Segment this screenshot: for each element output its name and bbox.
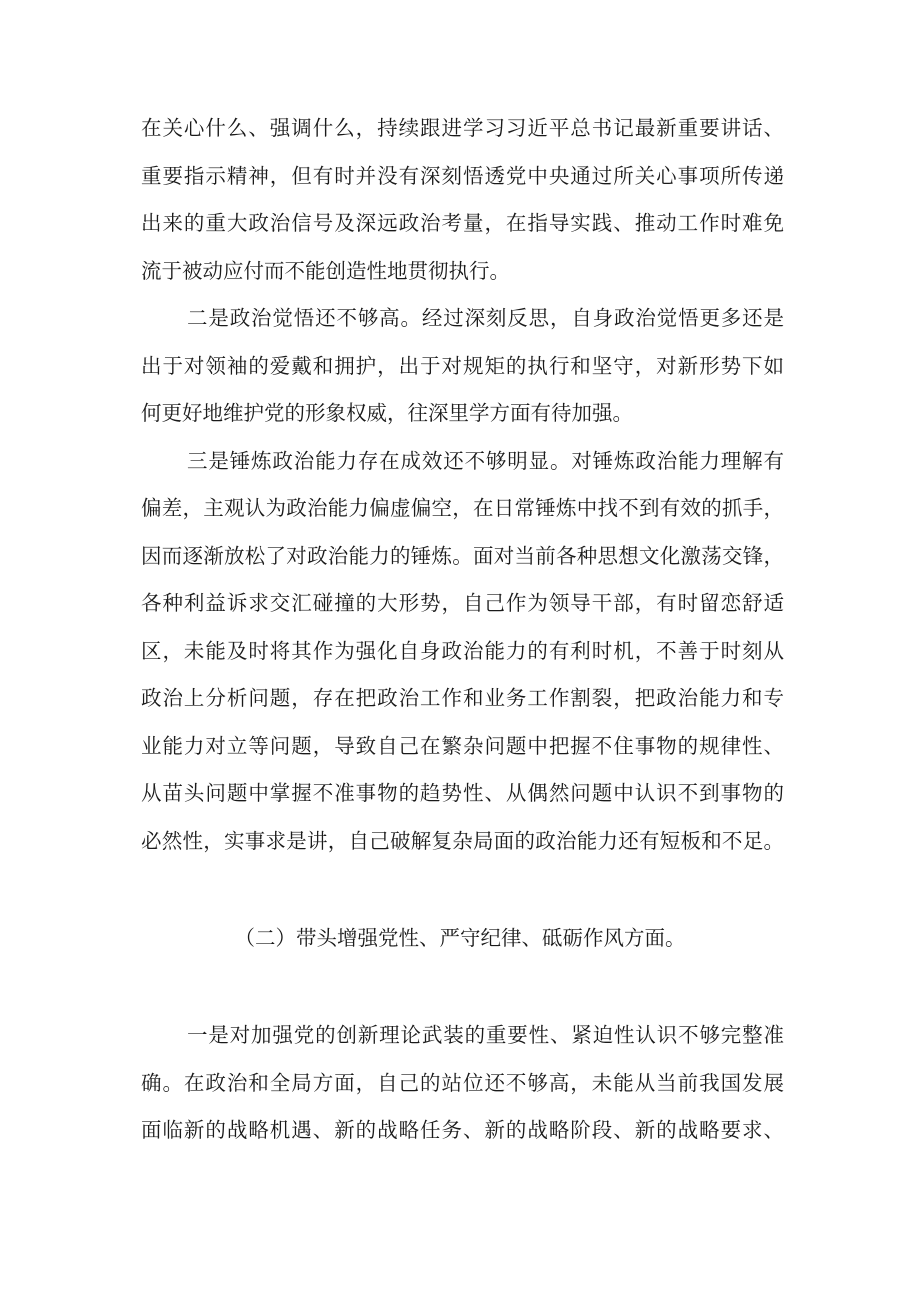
paragraph-3-line-5: 区，未能及时将其作为强化自身政治能力的有利时机，不善于时刻从 <box>141 639 784 663</box>
paragraph-3-line-7: 业能力对立等问题，导致自己在繁杂问题中把握不住事物的规律性、 <box>141 734 784 758</box>
paragraph-3-line-3: 因而逐渐放松了对政治能力的锤炼。面对当前各种思想文化激荡交锋， <box>141 544 784 568</box>
paragraph-3-line-6: 政治上分析问题，存在把政治工作和业务工作割裂，把政治能力和专 <box>141 686 784 710</box>
paragraph-2-line-2: 出于对领袖的爱戴和拥护，出于对规矩的执行和坚守，对新形势下如 <box>141 354 784 378</box>
section-heading: （二）带头增强党性、严守纪律、砥砺作风方面。 <box>234 926 686 950</box>
paragraph-1-line-2: 重要指示精神，但有时并没有深刻悟透党中央通过所关心事项所传递 <box>141 164 784 188</box>
paragraph-1-line-3: 出来的重大政治信号及深远政治考量，在指导实践、推动工作时难免 <box>141 211 784 235</box>
paragraph-4-line-1: 一是对加强党的创新理论武装的重要性、紧迫性认识不够完整准 <box>187 1023 784 1047</box>
paragraph-3-line-1: 三是锤炼政治能力存在成效还不够明显。对锤炼政治能力理解有 <box>187 449 784 473</box>
paragraph-3-line-9: 必然性，实事求是讲，自己破解复杂局面的政治能力还有短板和不足。 <box>141 829 784 853</box>
paragraph-1-line-4: 流于被动应付而不能创造性地贯彻执行。 <box>141 259 510 283</box>
paragraph-4-line-2: 确。在政治和全局方面，自己的站位还不够高，未能从当前我国发展 <box>141 1071 784 1095</box>
paragraph-3-line-8: 从苗头问题中掌握不准事物的趋势性、从偶然问题中认识不到事物的 <box>141 781 784 805</box>
paragraph-3-line-2: 偏差，主观认为政治能力偏虚偏空，在日常锤炼中找不到有效的抓手， <box>141 496 784 520</box>
paragraph-4-line-3: 面临新的战略机遇、新的战略任务、新的战略阶段、新的战略要求、 <box>141 1118 784 1142</box>
paragraph-3-line-4: 各种利益诉求交汇碰撞的大形势，自己作为领导干部，有时留恋舒适 <box>141 591 784 615</box>
paragraph-2-line-3: 何更好地维护党的形象权威，往深里学方面有待加强。 <box>141 401 633 425</box>
paragraph-2-line-1: 二是政治觉悟还不够高。经过深刻反思，自身政治觉悟更多还是 <box>187 306 784 330</box>
paragraph-1-line-1: 在关心什么、强调什么，持续跟进学习习近平总书记最新重要讲话、 <box>141 116 784 140</box>
